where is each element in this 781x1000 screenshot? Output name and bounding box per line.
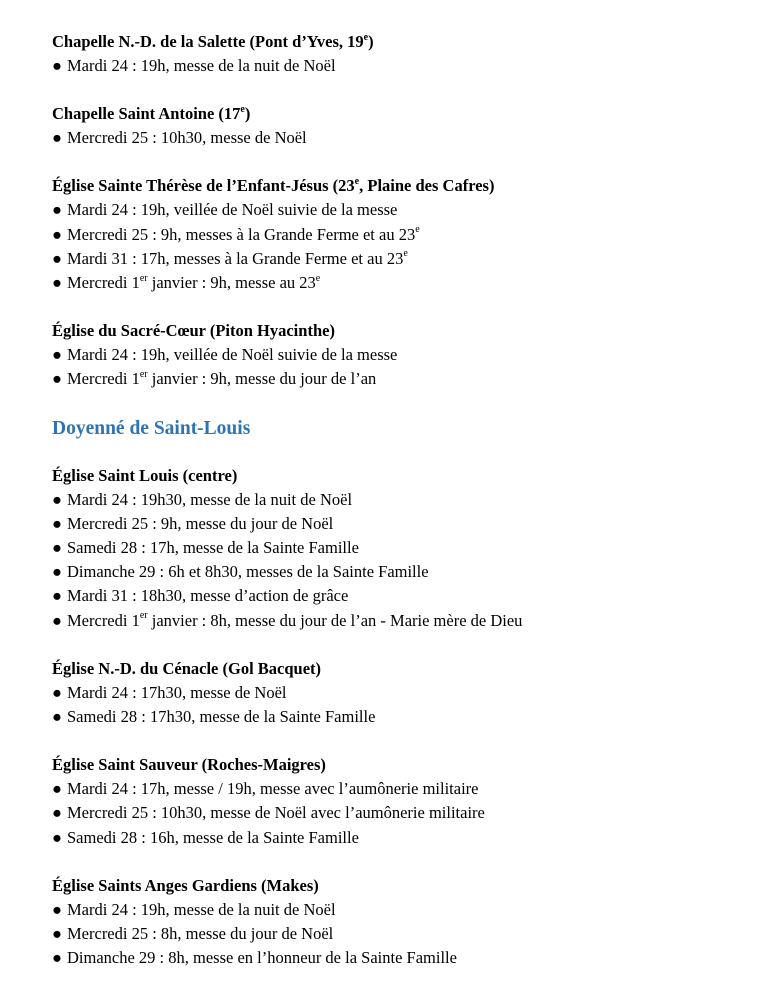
church-title: Église N.-D. du Cénacle (Gol Bacquet) [52,658,322,678]
bullet-icon: ● [52,345,62,365]
church-title: Église du Sacré-Cœur (Piton Hyacinthe) [52,321,335,341]
bullet-icon: ● [52,562,62,582]
bullet-icon: ● [52,273,62,293]
bullet-icon: ● [52,56,62,75]
schedule-text: Mercredi 25 : 10h30, messe de Noël [67,128,307,148]
schedule-text: Mardi 24 : 17h, messe / 19h, messe avec l’aumônerie militaire [67,779,479,799]
church-title: Église Sainte Thérèse de l’Enfant-Jésus (23e, Plaine des Cafres) [52,175,495,196]
schedule-item [52,584,767,608]
bullet-icon: ● [52,513,62,533]
schedule-item [52,126,767,150]
bullet-icon: ● [52,924,62,944]
schedule-text: Mardi 24 : 19h, messe de la nuit de Noël [67,56,336,75]
schedule-text: Mercredi 25 : 9h, messes à la Grande Ferme et au 23e [67,224,420,244]
bullet-icon: ● [52,200,62,220]
bullet-icon: ● [52,538,62,558]
ordinal-superscript: e [403,248,408,260]
bullet-icon: ● [52,489,62,509]
schedule-text: Samedi 28 : 17h30, messe de la Sainte Famille [67,707,376,727]
bullet-icon: ● [52,128,62,148]
church-block [52,102,767,150]
church-block [52,657,767,729]
schedule-text: Mardi 31 : 18h30, messe d’action de grâce [67,586,349,606]
schedule-text: Mercredi 25 : 10h30, messe de Noël avec l’aumônerie militaire [67,803,485,823]
schedule-text: Mercredi 1er janvier : 9h, messe au 23e [67,272,321,293]
church-block [52,464,767,633]
schedule-text: Samedi 28 : 17h, messe de la Sainte Famille [67,538,359,558]
schedule-item [52,367,767,391]
schedule-item [52,271,767,295]
schedule-item [52,247,767,271]
church-title: Église Saints Anges Gardiens (Makes) [52,875,319,895]
ordinal-superscript: e [415,224,420,236]
church-title: Église Saint Sauveur (Roches-Maigres) [52,755,326,775]
schedule-item [52,898,767,922]
schedule-item [52,777,767,801]
schedule-text: Mercredi 25 : 9h, messe du jour de Noël [67,513,334,533]
church-title: Église Saint Louis (centre) [52,465,238,485]
ordinal-superscript: er [139,610,148,622]
church-title: Chapelle Saint Antoine (17e) [52,103,251,124]
schedule-item [52,826,767,850]
schedule-item [52,560,767,584]
schedule-item [52,946,767,970]
church-title: Chapelle N.-D. de la Salette (Pont d’Yves, 19e) [52,31,374,51]
bullet-icon: ● [52,682,62,702]
church-block [52,319,767,391]
schedule-text: Mercredi 1er janvier : 8h, messe du jour de l’an - Marie mère de Dieu [67,610,523,630]
schedule-text: Mardi 24 : 19h30, messe de la nuit de Noël [67,489,353,509]
bullet-icon: ● [52,899,62,919]
bullet-icon: ● [52,948,62,968]
ordinal-superscript: e [315,272,321,284]
bullet-icon: ● [52,610,62,630]
ordinal-superscript: e [240,103,245,115]
schedule-item [52,801,767,825]
church-block [52,874,767,971]
bullet-icon: ● [52,779,62,799]
bullet-icon: ● [52,707,62,727]
schedule-item [52,922,767,946]
schedule-item [52,223,767,247]
schedule-text: Mardi 24 : 19h, veillée de Noël suivie de la messe [67,345,398,365]
schedule-item [52,54,767,78]
church-block [52,30,767,78]
schedule-item [52,705,767,729]
ordinal-superscript: e [354,175,360,187]
bullet-icon: ● [52,248,62,268]
bullet-icon: ● [52,803,62,823]
schedule-text: Dimanche 29 : 8h, messe en l’honneur de la Sainte Famille [67,948,457,968]
schedule-text: Mardi 24 : 19h, veillée de Noël suivie de la messe [67,200,398,220]
document-body [52,30,767,994]
ordinal-superscript: er [139,368,148,380]
schedule-item [52,343,767,367]
schedule-text: Mardi 31 : 17h, messes à la Grande Ferme et au 23e [67,248,408,268]
schedule-text: Mardi 24 : 17h30, messe de Noël [67,682,287,702]
schedule-text: Samedi 28 : 16h, messe de la Sainte Famille [67,827,359,847]
bullet-icon: ● [52,369,62,389]
schedule-item [52,681,767,705]
schedule-item [52,512,767,536]
church-block [52,753,767,850]
schedule-text: Dimanche 29 : 6h et 8h30, messes de la Sainte Famille [67,562,429,582]
ordinal-superscript: e [363,31,369,43]
schedule-text: Mercredi 25 : 8h, messe du jour de Noël [67,924,334,944]
ordinal-superscript: er [139,272,148,284]
schedule-item [52,536,767,560]
schedule-item [52,609,767,633]
bullet-icon: ● [52,586,62,606]
schedule-item [52,488,767,512]
deanery-heading: Doyenné de Saint-Louis [52,417,251,439]
schedule-item [52,198,767,222]
bullet-icon: ● [52,827,62,847]
schedule-text: Mardi 24 : 19h, messe de la nuit de Noël [67,899,336,919]
church-block [52,174,767,295]
bullet-icon: ● [52,224,62,244]
schedule-text: Mercredi 1er janvier : 9h, messe du jour de l’an [67,368,377,389]
